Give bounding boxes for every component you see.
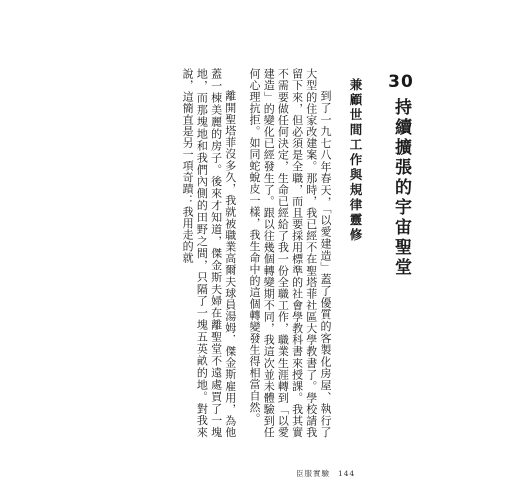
chapter-number: 30 (388, 72, 414, 92)
running-footer-title: 臣服實驗 (296, 469, 330, 478)
page-number: 144 (338, 469, 356, 478)
chapter-title: 持續擴張的宇宙聖堂 (391, 98, 411, 278)
body-text (140, 68, 332, 438)
paragraph-1: 到了一九七八年春天，「以愛建造」蓋了優質的客製化房屋、執行了大型的住家改建案。那時，我已經不在聖塔菲社區大學教書了。學校請我留下來，但必須是全職，而且要採用標準的社會學教科書來授課。我其實不需要做任何決定，生命已經給了我一份全職工作，職業生涯轉到「以愛建造」的變化已經發生了。跟以往幾個轉變期不同，我這次並未體驗到任何心理抗拒。如同蛇蛻皮一樣，我生命中的這個轉變發生得相當自然。 (247, 68, 332, 438)
paragraph-2: 離開聖塔菲沒多久，我就被職業高爾夫球員湯姆．傑金斯雇用，為他蓋一棟美麗的房子。後來才知道，傑金斯夫婦在離聖堂不遠處買了一塊地，而那塊地和我們內側的田野之間，只隔了一塊五英畝的地。對我來說，這簡直是另一項奇蹟：我用走的就 (181, 68, 237, 438)
page-footer (296, 468, 355, 479)
chapter-subtitle: 兼顧世間工作與規律靈修 (348, 78, 363, 243)
